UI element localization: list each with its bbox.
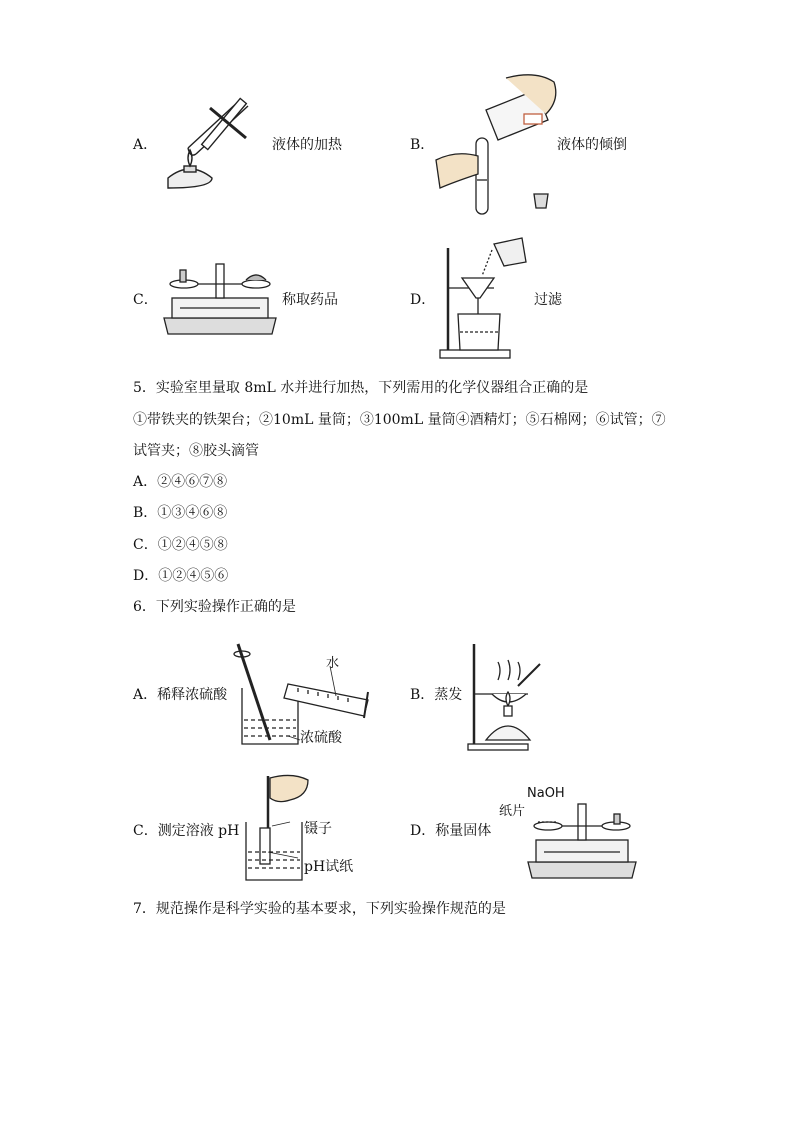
q4-option-b-caption: 液体的倾倒 [557, 137, 627, 153]
q6-d-paper-label: 纸片 [499, 804, 526, 819]
q5-items-line1: ①带铁夹的铁架台；②10mL 量筒；③100mL 量筒④酒精灯；⑤石棉网；⑥试管；⑦ [133, 412, 666, 428]
q6-option-c-text: C．测定溶液 pH [133, 823, 240, 839]
q4-option-b-letter: B． [410, 137, 435, 153]
q5-stem: 5．实验室里量取 8mL 水并进行加热，下列需用的化学仪器组合正确的是 [133, 380, 589, 396]
q4-option-c-letter: C． [133, 292, 158, 308]
evaporation-illustration [464, 640, 554, 752]
alcohol-lamp-heating-illustration [160, 88, 270, 198]
q6-d-naoh-label: NaOH [527, 786, 565, 801]
q4-option-c-caption: 称取药品 [282, 292, 338, 308]
q5-items-line2: 试管夹；⑧胶头滴管 [133, 443, 259, 459]
q6-a-acid-label: 浓硫酸 [300, 730, 342, 746]
q5-option-b[interactable]: B．①③④⑥⑧ [133, 505, 228, 521]
q4-option-a-letter: A． [133, 137, 158, 153]
q5-option-d[interactable]: D．①②④⑤⑥ [133, 568, 229, 584]
q5-option-c[interactable]: C．①②④⑤⑧ [133, 537, 228, 553]
q5-option-a[interactable]: A．②④⑥⑦⑧ [133, 474, 228, 490]
filtration-illustration [434, 238, 534, 362]
weighing-naoh-illustration [524, 790, 640, 882]
q6-c-paper-label: pH试纸 [304, 859, 354, 875]
q6-option-a-text: A．稀释浓硫酸 [133, 687, 228, 703]
q6-a-water-label: 水 [326, 656, 340, 671]
q4-option-d-caption: 过滤 [534, 292, 562, 308]
q6-stem: 6．下列实验操作正确的是 [133, 599, 296, 615]
q7-stem: 7．规范操作是科学实验的基本要求，下列实验操作规范的是 [133, 901, 506, 917]
q4-option-d-letter: D． [410, 292, 436, 308]
q6-option-d-text: D．称量固体 [410, 823, 492, 839]
balance-weighing-illustration [160, 258, 280, 338]
q6-c-tweezers-label: 镊子 [304, 821, 332, 837]
liquid-pouring-illustration [436, 70, 566, 220]
q6-option-b-text: B．蒸发 [410, 687, 463, 703]
q4-option-a-caption: 液体的加热 [272, 137, 342, 153]
